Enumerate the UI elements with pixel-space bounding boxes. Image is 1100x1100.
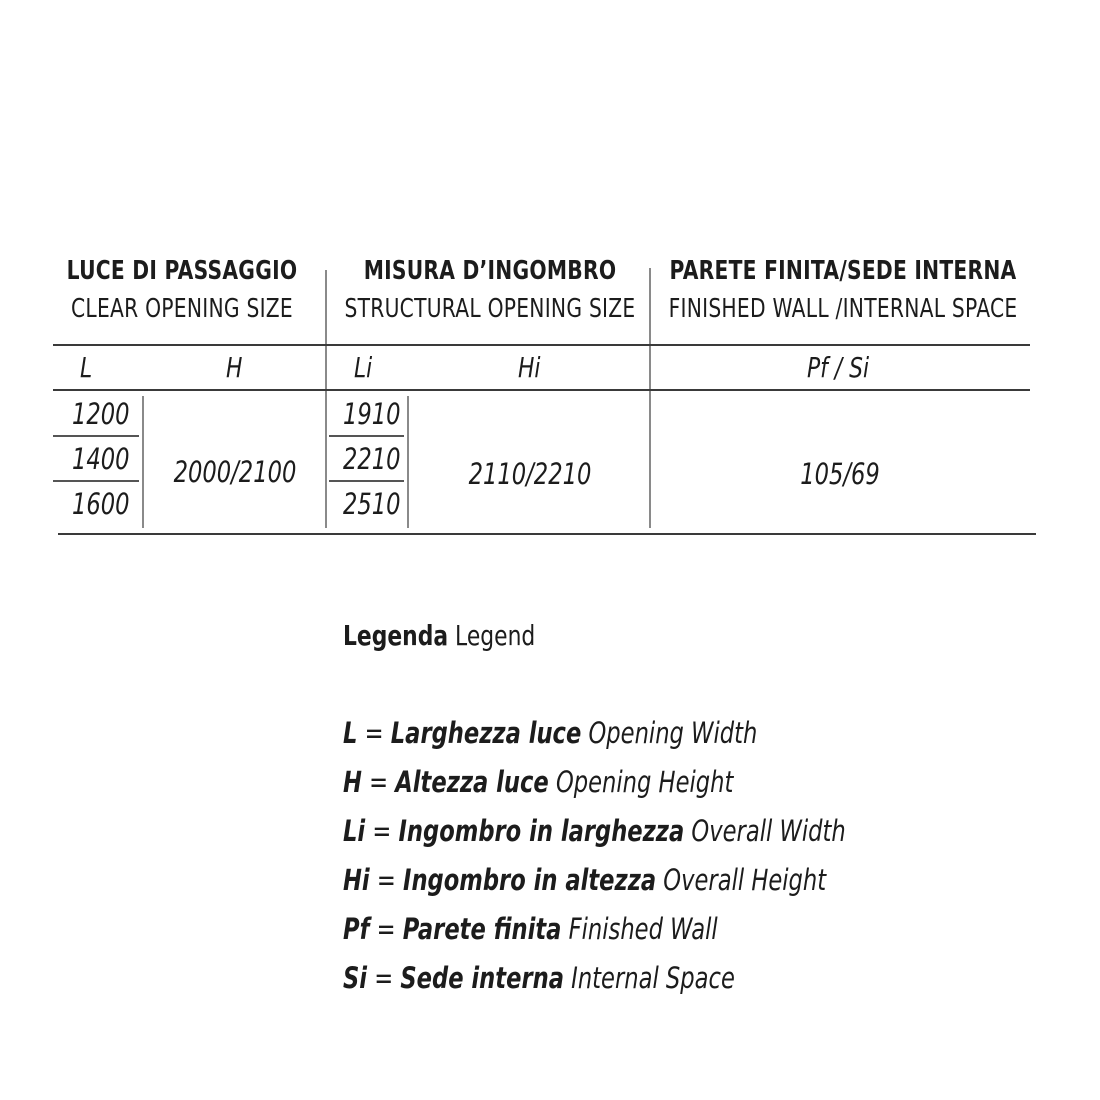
legend-equals: = [376, 863, 396, 897]
legend-key: Si [343, 961, 368, 995]
column-divider [325, 270, 327, 528]
legend-equals: = [372, 814, 392, 848]
l-value: 1400 [72, 442, 130, 476]
header-structural-opening-it: MISURA D’INGOMBRO [363, 256, 617, 286]
h-value: 2000/2100 [173, 455, 297, 489]
pf-si-value: 105/69 [800, 457, 880, 491]
header-clear-opening-it: LUCE DI PASSAGGIO [66, 256, 298, 286]
legend-english: Finished Wall [568, 912, 718, 946]
header-finished-wall-en: FINISHED WALL /INTERNAL SPACE [668, 294, 1018, 324]
legend-key: L [343, 716, 358, 750]
legend-english: Internal Space [571, 961, 735, 995]
legend-equals: = [374, 961, 394, 995]
l-value: 1600 [72, 487, 130, 521]
legend-item [343, 716, 757, 750]
legend-italian: Altezza luce [395, 765, 549, 799]
legend-key: Hi [343, 863, 370, 897]
legend-title-en: Legend [455, 619, 536, 652]
hi-value: 2110/2210 [468, 457, 592, 491]
legend-italian: Ingombro in larghezza [398, 814, 685, 848]
li-value: 2210 [343, 442, 401, 476]
symbol-l: L [80, 351, 93, 384]
symbol-rule [53, 389, 1030, 391]
symbol-h: H [226, 351, 243, 384]
legend-item [343, 912, 718, 946]
row-rule [53, 480, 139, 482]
legend-equals: = [376, 912, 396, 946]
column-divider [649, 268, 651, 528]
legend-item [343, 814, 846, 848]
legend-italian: Parete finita [402, 912, 562, 946]
legend-english: Opening Width [588, 716, 758, 750]
row-rule [53, 435, 139, 437]
row-rule [329, 435, 404, 437]
row-rule [329, 480, 404, 482]
legend-title [343, 619, 535, 652]
legend-equals: = [369, 765, 389, 799]
symbol-hi: Hi [518, 351, 541, 384]
legend-key: Pf [343, 912, 370, 946]
cell-divider [407, 396, 409, 528]
cell-divider [142, 396, 144, 528]
l-value: 1200 [72, 397, 130, 431]
header-finished-wall-it: PARETE FINITA/SEDE INTERNA [669, 256, 1017, 286]
header-rule [53, 344, 1030, 346]
legend-key: H [343, 765, 362, 799]
legend-english: Overall Height [663, 863, 827, 897]
legend-italian: Ingombro in altezza [403, 863, 657, 897]
li-value: 2510 [343, 487, 401, 521]
legend-item [343, 961, 735, 995]
symbol-pf-si: Pf / Si [806, 351, 870, 384]
symbol-li: Li [354, 351, 373, 384]
legend-italian: Sede interna [400, 961, 564, 995]
header-structural-opening-en: STRUCTURAL OPENING SIZE [344, 294, 636, 324]
legend-title-it: Legenda [343, 619, 449, 652]
header-clear-opening-en: CLEAR OPENING SIZE [71, 294, 293, 324]
legend-key: Li [343, 814, 366, 848]
legend-english: Overall Width [691, 814, 846, 848]
legend-item [343, 765, 733, 799]
table-bottom-rule [58, 533, 1036, 535]
legend-equals: = [364, 716, 384, 750]
legend-item [343, 863, 826, 897]
legend-italian: Larghezza luce [390, 716, 582, 750]
li-value: 1910 [343, 397, 401, 431]
legend-english: Opening Height [555, 765, 734, 799]
